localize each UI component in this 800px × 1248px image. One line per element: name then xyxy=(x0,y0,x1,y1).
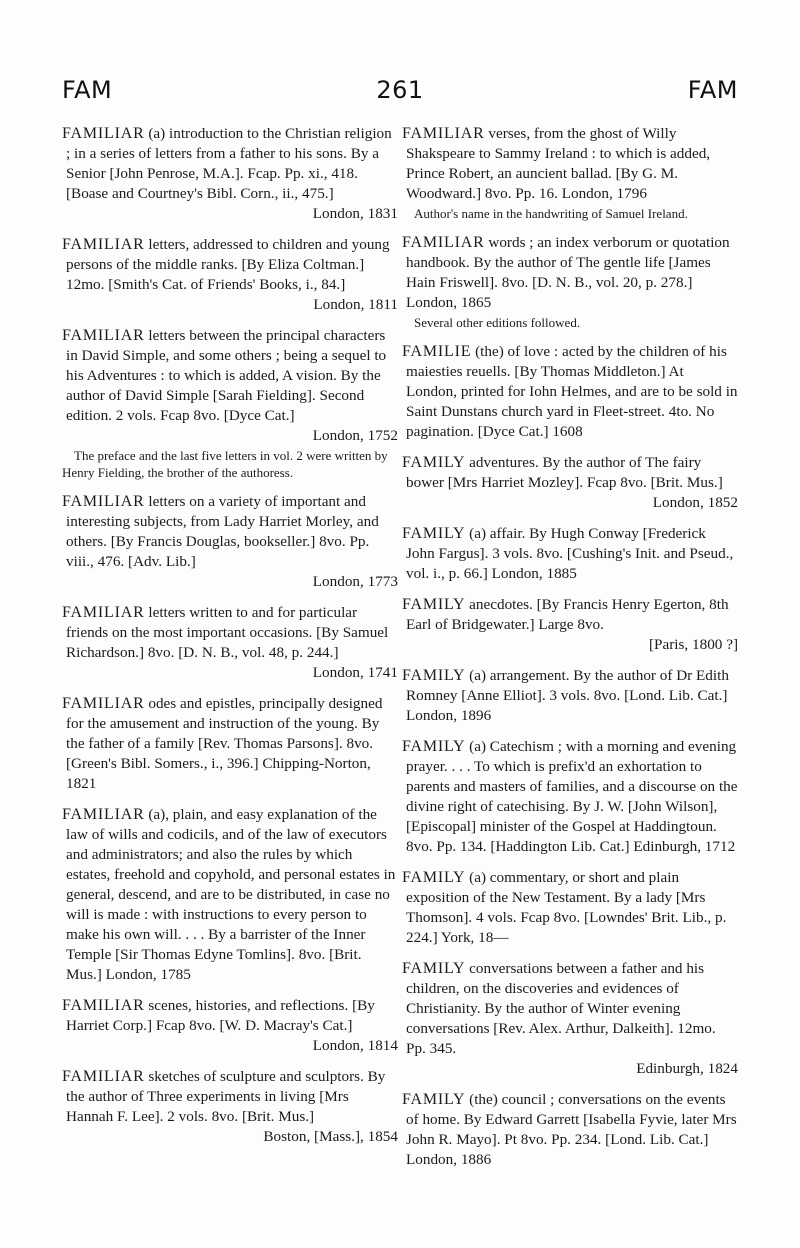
entry-body: letters between the principal characters in David Simple, and some others ; being a sequel to his Adventures : to which is added, A vision. By the author of David Simple [Sarah Fielding]. Second edition. 2 vols. Fcap 8vo. [Dyce Cat.] xyxy=(66,327,387,424)
catalog-entry xyxy=(402,595,738,655)
entry-headword: FAMILIAR xyxy=(62,604,145,621)
catalog-entry xyxy=(62,235,398,315)
entry-headword: FAMILIAR xyxy=(402,234,485,251)
entry-text xyxy=(402,524,738,584)
entry-text xyxy=(402,868,738,948)
entry-body: (the) of love : acted by the children of his maiesties reuells. [By Thomas Middleton.] At London, printed for Iohn Helmes, and are to be sold in Saint Dunstans church yard in Fleet-street. 4to. No pagination. [Dyce Cat.] 1608 xyxy=(406,343,738,440)
entry-text xyxy=(402,959,738,1059)
entry-body: (a) Catechism ; with a morning and evening prayer. . . . To which is prefix'd an exhortation to parents and masters of families, and a discourse on the divine right of catechising. By J. W. [John Wilson], [Episcopal] minister of the Gospel at Haddingtoun. 8vo. Pp. 134. [Haddington Lib. Cat.] Edinburgh, 1712 xyxy=(406,738,738,855)
entry-body: scenes, histories, and reflections. [By Harriet Corp.] Fcap 8vo. [W. D. Macray's Cat.] xyxy=(66,997,375,1034)
entry-text xyxy=(62,326,398,426)
entry-text xyxy=(402,666,738,726)
entry-text xyxy=(402,737,738,857)
entry-headword: FAMILY xyxy=(402,525,466,542)
entry-note: Author's name in the handwriting of Samuel Ireland. xyxy=(414,206,688,221)
entry-body: (the) council ; conversations on the events of home. By Edward Garrett [Isabella Fyvie, later Mrs John R. Mayo]. Pt 8vo. Pp. 234. [Lond. Lib. Cat.] London, 1886 xyxy=(406,1091,737,1168)
catalog-entry xyxy=(62,326,398,481)
entry-text xyxy=(62,996,398,1036)
entry-body: adventures. By the author of The fairy bower [Mrs Harriet Mozley]. Fcap 8vo. [Brit. Mus.] xyxy=(406,454,723,491)
catalog-entry xyxy=(402,666,738,726)
entry-imprint: Boston, [Mass.], 1854 xyxy=(263,1128,398,1145)
entry-text xyxy=(402,233,738,313)
entry-body: conversations between a father and his children, on the discoveries and evidences of Christianity. By the author of Winter evening conversations [Rev. Alex. Arthur, Dalkeith]. 12mo. Pp. 345. xyxy=(406,960,716,1057)
catalog-entry xyxy=(62,1067,398,1147)
page-number: 261 xyxy=(376,76,424,104)
running-header xyxy=(0,76,800,110)
entry-text xyxy=(402,1090,738,1170)
catalog-entry xyxy=(62,996,398,1056)
header-right: FAM xyxy=(687,76,738,104)
entry-text xyxy=(62,492,398,572)
entry-body: letters written to and for particular friends on the most important occasions. [By Samuel Richardson.] 8vo. [D. N. B., vol. 48, p. 244.] xyxy=(66,604,389,661)
entry-imprint: London, 1852 xyxy=(652,494,738,511)
entry-note: The preface and the last five letters in vol. 2 were written by Henry Fielding, the brother of the authoress. xyxy=(62,448,388,480)
entry-body: words ; an index verborum or quotation handbook. By the author of The gentle life [James Hain Friswell]. 8vo. [D. N. B., vol. 20, p. 278.] London, 1865 xyxy=(406,234,730,311)
catalog-entry xyxy=(402,453,738,513)
entry-headword: FAMILY xyxy=(402,667,466,684)
entry-body: letters, addressed to children and young persons of the middle ranks. [By Eliza Coltman.] 12mo. [Smith's Cat. of Friends' Books, i., 84.] xyxy=(66,236,390,293)
entry-headword: FAMILY xyxy=(402,960,466,977)
entry-headword: FAMILIAR xyxy=(62,806,145,823)
catalog-entry xyxy=(402,233,738,331)
catalog-entry xyxy=(402,959,738,1079)
entry-body: (a) affair. By Hugh Conway [Frederick John Fargus]. 3 vols. 8vo. [Cushing's Init. and Pseud., vol. i., p. 66.] London, 1885 xyxy=(406,525,734,582)
entry-text xyxy=(62,124,398,204)
entry-body: (a), plain, and easy explanation of the law of wills and codicils, and of the law of executors and administrators; and also the rules by which estates, freehold and copyhold, and personal estates in general, descend, and are to be distributed, in case no will is made : with instructions to every person to make his own will. . . . By a barrister of the Inner Temple [Sir Thomas Edyne Tomlins]. 8vo. [Brit. Mus.] London, 1785 xyxy=(66,806,396,983)
entry-imprint: London, 1773 xyxy=(312,573,398,590)
entry-headword: FAMILIAR xyxy=(62,1068,145,1085)
catalog-entry xyxy=(62,805,398,985)
entry-text xyxy=(62,1067,398,1127)
entry-text xyxy=(62,694,398,794)
left-column xyxy=(62,124,398,1158)
entry-headword: FAMILIAR xyxy=(62,493,145,510)
entry-text xyxy=(402,595,738,635)
entry-headword: FAMILIAR xyxy=(62,695,145,712)
entry-headword: FAMILIAR xyxy=(62,997,145,1014)
entry-headword: FAMILIAR xyxy=(62,125,145,142)
entry-text xyxy=(62,235,398,295)
catalog-entry xyxy=(62,694,398,794)
right-column xyxy=(402,124,738,1181)
catalog-entry xyxy=(402,1090,738,1170)
entry-imprint: London, 1811 xyxy=(313,296,398,313)
entry-headword: FAMILIAR xyxy=(402,125,485,142)
entry-imprint: Edinburgh, 1824 xyxy=(636,1060,738,1077)
entry-body: (a) commentary, or short and plain exposition of the New Testament. By a lady [Mrs Thomson]. 4 vols. Fcap 8vo. [Lowndes' Brit. Lib., p. 224.] York, 18— xyxy=(406,869,727,946)
entry-imprint: London, 1814 xyxy=(312,1037,398,1054)
entry-body: (a) arrangement. By the author of Dr Edith Romney [Anne Elliot]. 3 vols. 8vo. [Lond. Lib. Cat.] London, 1896 xyxy=(406,667,729,724)
entry-body: (a) introduction to the Christian religion ; in a series of letters from a father to his sons. By a Senior [John Penrose, M.A.]. Fcap. Pp. xi., 418. [Boase and Courtney's Bibl. Corn., ii., 475.] xyxy=(66,125,392,202)
entry-headword: FAMILY xyxy=(402,869,466,886)
entry-headword: FAMILY xyxy=(402,454,466,471)
entry-headword: FAMILY xyxy=(402,596,466,613)
entry-headword: FAMILY xyxy=(402,1091,466,1108)
catalog-entry xyxy=(402,868,738,948)
entry-text xyxy=(62,603,398,663)
catalog-entry xyxy=(402,342,738,442)
entry-text xyxy=(402,342,738,442)
entry-headword: FAMILIAR xyxy=(62,327,145,344)
catalog-entry xyxy=(62,492,398,592)
entry-body: letters on a variety of important and interesting subjects, from Lady Harriet Morley, and others. [By Francis Douglas, bookseller.] 8vo. Pp. viii., 476. [Adv. Lib.] xyxy=(66,493,379,570)
catalog-entry xyxy=(402,737,738,857)
entry-text xyxy=(402,124,738,204)
entry-imprint: London, 1752 xyxy=(312,427,398,444)
catalog-entry xyxy=(62,124,398,224)
entry-body: odes and epistles, principally designed for the amusement and instruction of the young. By the father of a family [Rev. Thomas Parsons]. 8vo. [Green's Bibl. Somers., i., 396.] Chipping-Norton, 1821 xyxy=(66,695,383,792)
entry-body: verses, from the ghost of Willy Shakspeare to Sammy Ireland : to which is added, Prince Robert, an auncient ballad. [By G. M. Woodward.] 8vo. Pp. 16. London, 1796 xyxy=(406,125,711,202)
catalog-entry xyxy=(402,524,738,584)
entry-text xyxy=(402,453,738,493)
entry-imprint: London, 1831 xyxy=(312,205,398,222)
entry-note: Several other editions followed. xyxy=(414,315,581,330)
entry-headword: FAMILIE xyxy=(402,343,472,360)
entry-headword: FAMILIAR xyxy=(62,236,145,253)
entry-body: anecdotes. [By Francis Henry Egerton, 8th Earl of Bridgewater.] Large 8vo. xyxy=(406,596,729,633)
entry-imprint: [Paris, 1800 ?] xyxy=(649,636,738,653)
entry-body: sketches of sculpture and sculptors. By the author of Three experiments in living [Mrs Hannah F. Lee]. 2 vols. 8vo. [Brit. Mus.] xyxy=(66,1068,386,1125)
entry-text xyxy=(62,805,398,985)
header-left: FAM xyxy=(62,76,113,104)
catalog-entry xyxy=(402,124,738,222)
entry-headword: FAMILY xyxy=(402,738,466,755)
entry-imprint: London, 1741 xyxy=(312,664,398,681)
catalog-entry xyxy=(62,603,398,683)
